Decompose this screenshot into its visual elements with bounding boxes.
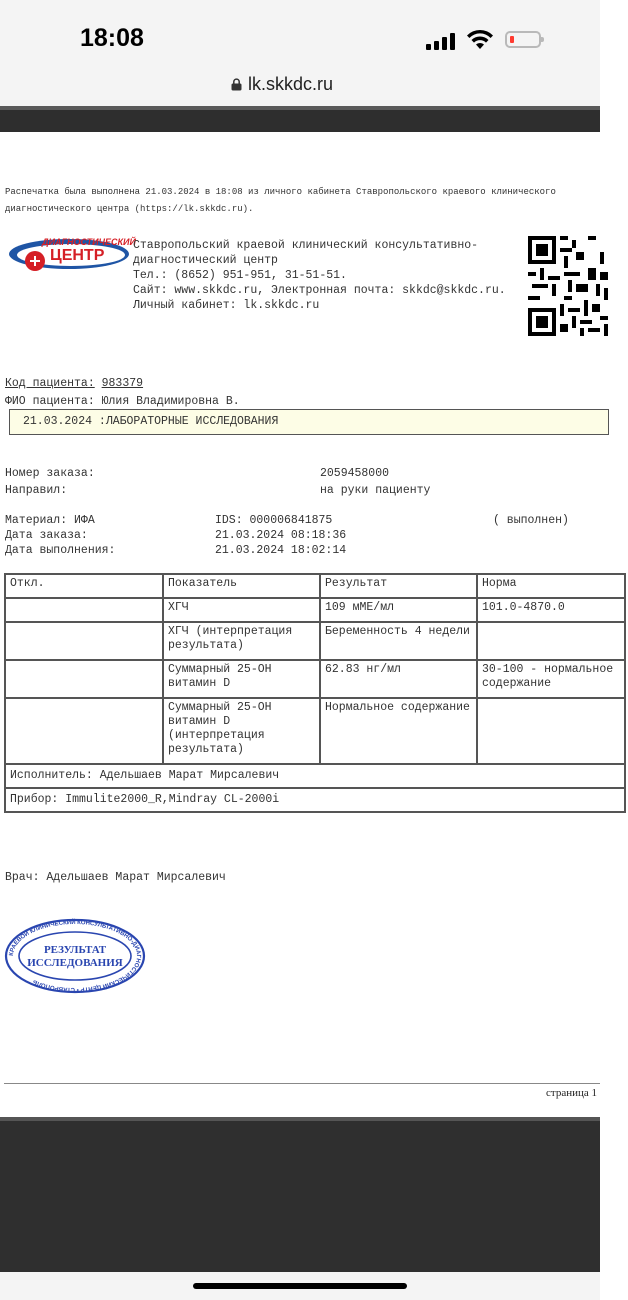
- stamp-icon: [4, 918, 146, 994]
- cell-norm: [477, 698, 625, 764]
- cellular-signal-icon: [426, 32, 460, 50]
- section-header-text: [23, 415, 278, 428]
- device: Прибор: Immulite2000_R,Mindray CL-2000i: [5, 788, 625, 812]
- table-row: [5, 598, 625, 622]
- results-table: [4, 573, 626, 813]
- cell-result: 109 мМЕ/мл: [320, 598, 477, 622]
- header-norm: Норма: [477, 574, 625, 598]
- patient-code-label: Код пациента:: [5, 377, 95, 390]
- executor-row: [5, 764, 625, 788]
- stamp-line-2: ИССЛЕДОВАНИЯ: [27, 957, 123, 969]
- battery-icon: [505, 31, 541, 48]
- viewer-top-border: [0, 106, 600, 132]
- patient-name: Юлия Владимировна В.: [101, 395, 240, 408]
- section-header: [9, 409, 609, 435]
- device-row: [5, 788, 625, 812]
- doctor-name: Врач: Адельшаев Марат Мирсалевич: [5, 871, 226, 884]
- org-line: Сайт: www.skkdc.ru, Электронная почта: skkdc@skkdc.ru.: [133, 284, 506, 297]
- header-deviation: Откл.: [5, 574, 163, 598]
- org-line: Личный кабинет: lk.skkdc.ru: [133, 299, 320, 312]
- footer-divider: [4, 1083, 600, 1084]
- done-date-label: Дата выполнения:: [5, 544, 116, 557]
- logo-text-main: ЦЕНТР: [50, 247, 105, 264]
- order-number-label: Номер заказа:: [5, 467, 95, 480]
- material-label: Материал: ИФА: [5, 514, 95, 527]
- cell-deviation: [5, 660, 163, 698]
- url-text-wrap[interactable]: [248, 74, 333, 95]
- status-time: 18:08: [80, 24, 144, 52]
- section-date: 21.03.2024: [23, 415, 93, 428]
- url-text: lk.skkdc.ru: [248, 74, 334, 94]
- ids-label: IDS: 000006841875: [215, 514, 333, 527]
- cell-indicator: ХГЧ (интерпретация результата): [163, 622, 320, 660]
- cell-result: Нормальное содержание: [320, 698, 477, 764]
- cell-norm: 101.0-4870.0: [477, 598, 625, 622]
- cell-indicator: Суммарный 25-ОН витамин D (интерпретация результата): [163, 698, 320, 764]
- org-line: Ставропольский краевой клинический консультативно-: [133, 239, 479, 252]
- stamp-ring-text: КРАЕВОЙ КЛИНИЧЕСКИЙ КОНСУЛЬТАТИВНО-ДИАГНОСТИЧЕСКИЙ ЦЕНТР • СТАВРОПОЛЬ: [8, 919, 142, 993]
- cell-indicator: ХГЧ: [163, 598, 320, 622]
- status-bar: [0, 0, 600, 66]
- done-date: 21.03.2024 18:02:14: [215, 544, 347, 557]
- order-status: ( выполнен): [493, 514, 569, 527]
- cell-result: 62.83 нг/мл: [320, 660, 477, 698]
- header-result: Результат: [320, 574, 477, 598]
- stamp-line-1: РЕЗУЛЬТАТ: [43, 944, 107, 956]
- cell-deviation: [5, 598, 163, 622]
- referred-label: Направил:: [5, 484, 68, 497]
- table-header-row: [5, 574, 625, 598]
- executor: Исполнитель: Адельшаев Марат Мирсалевич: [5, 764, 625, 788]
- order-number: 2059458000: [320, 467, 390, 480]
- section-title: :ЛАБОРАТОРНЫЕ ИССЛЕДОВАНИЯ: [98, 415, 279, 428]
- header-indicator: Показатель: [163, 574, 320, 598]
- table-row: [5, 660, 625, 698]
- table-row: [5, 622, 625, 660]
- order-date-label: Дата заказа:: [5, 529, 88, 542]
- home-indicator[interactable]: [193, 1283, 407, 1289]
- table-row: [5, 698, 625, 764]
- patient-name-label: ФИО пациента:: [5, 395, 95, 408]
- logo-text-top: ДИАГНОСТИЧЕСКИЙ: [42, 237, 136, 247]
- clinic-logo: [8, 234, 136, 274]
- print-notice-line-2: диагностического центра (https://lk.skkdc.ru).: [5, 204, 254, 214]
- cell-norm: 30-100 - нормальное содержание: [477, 660, 625, 698]
- cell-norm: [477, 622, 625, 660]
- order-date: 21.03.2024 08:18:36: [215, 529, 347, 542]
- org-line: диагностический центр: [133, 254, 278, 267]
- document-page: [0, 132, 614, 1117]
- cell-deviation: [5, 698, 163, 764]
- print-notice-line-1: Распечатка была выполнена 21.03.2024 в 18:08 из личного кабинета Ставропольского краевого клинического: [5, 187, 556, 197]
- referred-value: на руки пациенту: [320, 484, 431, 497]
- lock-icon: [231, 78, 242, 91]
- org-info: [133, 238, 506, 313]
- qr-code-icon: [528, 236, 628, 336]
- cell-indicator: Суммарный 25-ОН витамин D: [163, 660, 320, 698]
- patient-name-row: [5, 395, 240, 408]
- patient-code: 983379: [101, 377, 144, 390]
- patient-code-row: [5, 377, 143, 390]
- qr-code: [528, 236, 600, 336]
- cell-result: Беременность 4 недели: [320, 622, 477, 660]
- page-number: страница 1: [546, 1087, 597, 1099]
- result-stamp: [4, 918, 146, 994]
- org-line: Тел.: (8652) 951-951, 31-51-51.: [133, 269, 347, 282]
- cell-deviation: [5, 622, 163, 660]
- browser-address-bar[interactable]: [0, 66, 600, 106]
- wifi-icon: [466, 28, 494, 50]
